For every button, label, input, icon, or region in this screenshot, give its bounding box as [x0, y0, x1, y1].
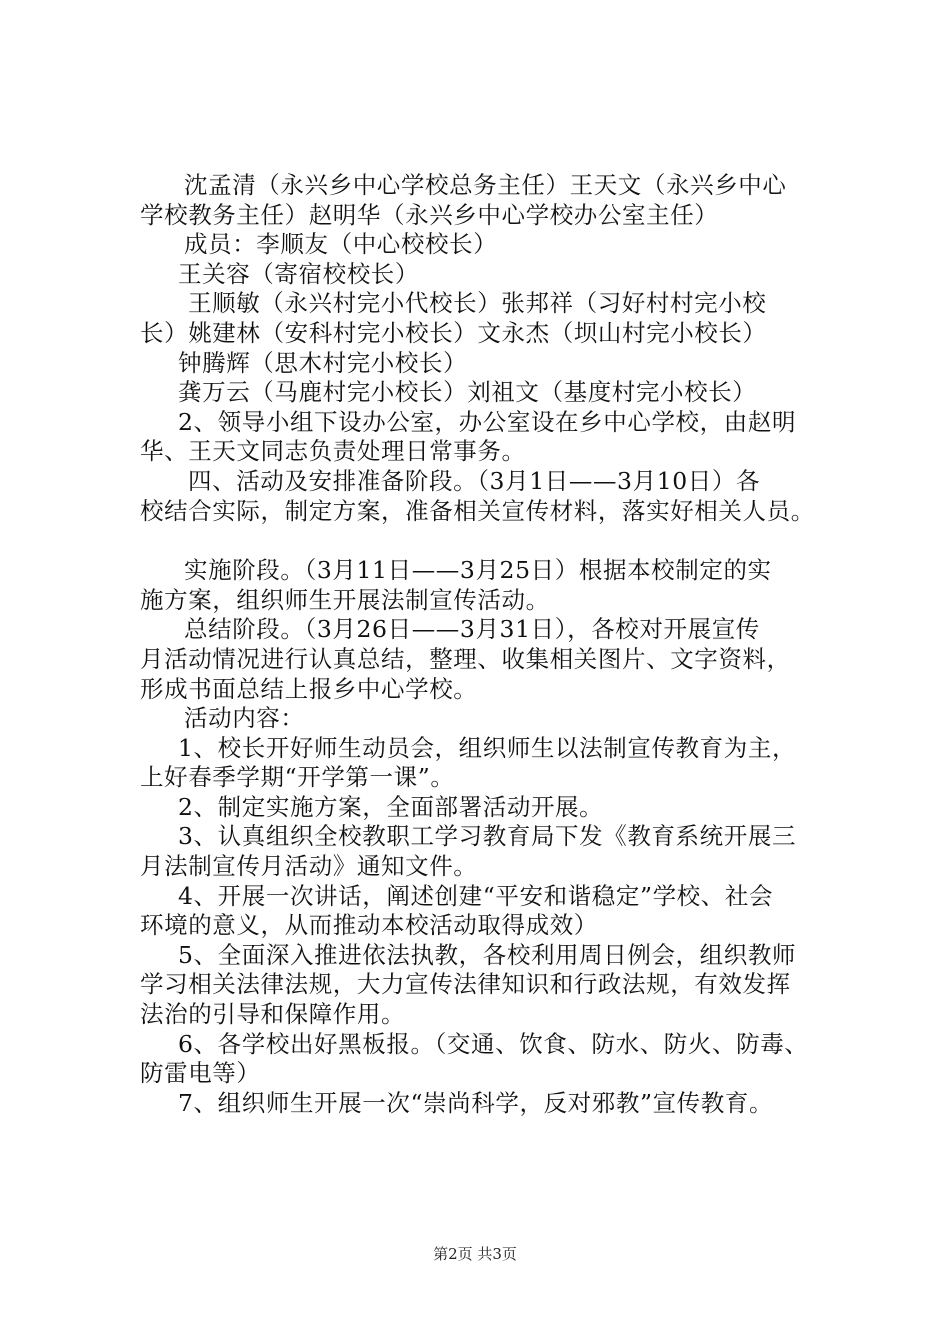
text-line: 活动内容： [184, 704, 305, 733]
text-line: 法治的引导和保障作用。 [140, 1000, 406, 1029]
document-body [140, 171, 845, 1118]
text-line: 沈孟清（永兴乡中心学校总务主任）王天文（永兴乡中心 [184, 171, 787, 199]
page-footer [0, 1245, 950, 1263]
text-line: 王关容（寄宿校校长） [178, 259, 419, 288]
text-line: 长）姚建林（安科村完小校长）文永杰（坝山村完小校长） [140, 318, 767, 347]
text-line: 月法制宣传月活动》通知文件。 [140, 852, 478, 881]
text-line: 成员：李顺友（中心校校长） [184, 230, 498, 259]
text-line: 校结合实际，制定方案，准备相关宣传材料，落实好相关人员。 [140, 496, 815, 525]
text-line: 龚万云（马鹿村完小校长）刘祖文（基度村完小校长） [178, 378, 757, 407]
text-line: 7、组织师生开展一次“崇尚科学，反对邪教”宣传教育。 [178, 1088, 774, 1117]
text-line: 5、全面深入推进依法执教，各校利用周日例会，组织教师 [178, 940, 797, 969]
text-line: 防雷电等） [140, 1059, 261, 1088]
text-line: 上好春季学期“开学第一课”。 [140, 763, 455, 792]
text-line: 2、领导小组下设办公室，办公室设在乡中心学校，由赵明 [178, 407, 797, 436]
text-line: 华、王天文同志负责处理日常事务。 [140, 437, 526, 466]
text-line: 王顺敏（永兴村完小代校长）张邦祥（习好村村完小校 [188, 289, 767, 318]
text-line: 6、各学校出好黑板报。（交通、饮食、防水、防火、防毒、 [178, 1029, 809, 1058]
text-line: 学习相关法律法规，大力宣传法律知识和行政法规，有效发挥 [140, 970, 791, 999]
text-line: 学校教务主任）赵明华（永兴乡中心学校办公室主任） [140, 200, 719, 229]
text-line: 施方案，组织师生开展法制宣传活动。 [140, 585, 550, 614]
text-line: 月活动情况进行认真总结，整理、收集相关图片、文字资料， [140, 644, 791, 673]
text-line: 形成书面总结上报乡中心学校。 [140, 674, 478, 703]
text-line: 实施阶段。（3月11日——3月25日）根据本校制定的实 [184, 556, 772, 585]
text-line: 环境的意义，从而推动本校活动取得成效） [140, 911, 598, 940]
text-line: 4、开展一次讲话，阐述创建“平安和谐稳定”学校、社会 [178, 881, 774, 910]
text-line: 钟腾辉（思木村完小校长） [178, 348, 468, 377]
text-line: 3、认真组织全校教职工学习教育局下发《教育系统开展三 [178, 822, 797, 851]
text-line: 2、制定实施方案，全面部署活动开展。 [178, 792, 604, 821]
text-line: 四、活动及安排准备阶段。（3月1日——3月10日）各 [188, 466, 761, 495]
page-number-label: 第2页 共3页 [433, 1245, 517, 1263]
text-line: 总结阶段。（3月26日——3月31日），各校对开展宣传 [184, 615, 760, 644]
text-line: 1、校长开好师生动员会，组织师生以法制宣传教育为主， [178, 733, 797, 762]
